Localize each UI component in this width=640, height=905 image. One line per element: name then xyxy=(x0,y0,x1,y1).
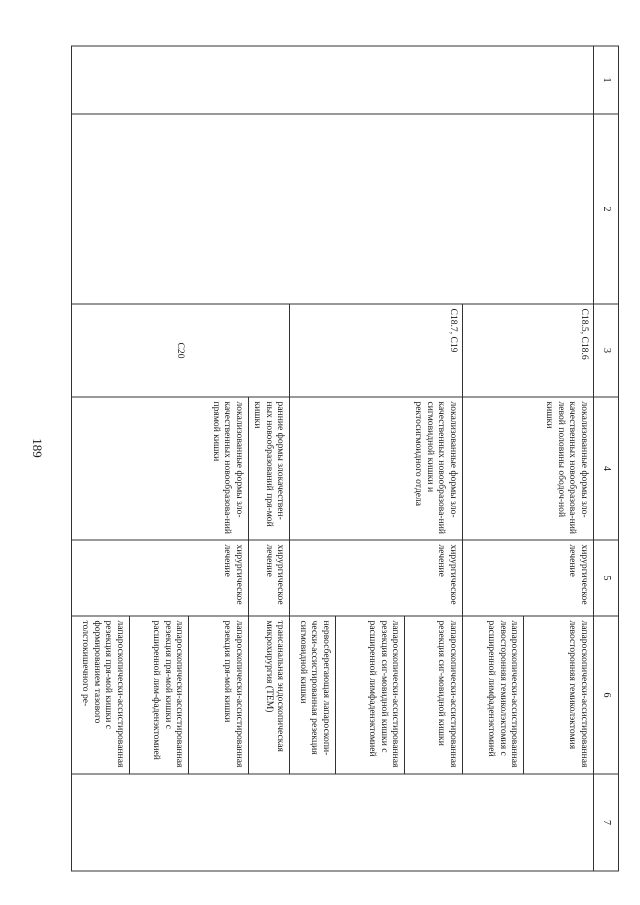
treatment-table xyxy=(71,46,619,872)
diagnosis-code-cell: C18.7, C19 xyxy=(290,304,462,397)
method-cell: лапароскопически-ассистированная левосторонняя гемиколэктомия с расширенной лимфаденэктомией xyxy=(462,616,524,774)
column-header: 4 xyxy=(594,397,619,540)
method-cell: трансанальная эндоскопическая микрохирургия (ТЕМ) xyxy=(248,616,290,774)
method-cell: нервосберегающая лапароскопи-чески-ассистированная резекция сигмовидной кишки xyxy=(290,616,335,774)
column-header: 3 xyxy=(594,304,619,397)
document-sheet xyxy=(71,46,619,871)
condition-cell: локализованные формы зло-качественных новообразова-ний прямой кишки xyxy=(72,397,249,540)
column-header: 2 xyxy=(594,114,619,304)
column-1-cell xyxy=(72,46,594,114)
treatment-cell: хирургическое лечение xyxy=(462,540,593,616)
method-cell: лапароскопически-ассистированная резекция пря-мой кишки с расширенной лим-фаденэктомией xyxy=(129,616,189,774)
header-row xyxy=(594,46,619,871)
column-2-cell xyxy=(72,114,594,304)
treatment-cell: хирургическое лечение xyxy=(72,540,249,616)
method-cell: лапароскопически-ассистированная резекция пря-мой кишки xyxy=(189,616,249,774)
column-header: 7 xyxy=(594,774,619,871)
method-cell: лапароскопически-ассистированная левосторонняя гемиколэктомия xyxy=(524,616,594,774)
diagnosis-code-cell: C20 xyxy=(72,304,290,397)
method-cell: лапароскопически-ассистированная резекция сиг-мовидной кишки с расширенной лимфаденэктомией xyxy=(335,616,405,774)
condition-cell: локализованные формы зло-качественных новообразова-ний сигмовидной кишки и ректосигмоидного отдела xyxy=(290,397,462,540)
condition-cell: локализованные формы зло-качественных новообразова-ний левой половины ободоч-ной кишки xyxy=(462,397,593,540)
column-7-cell xyxy=(72,774,594,871)
table-row xyxy=(524,46,594,871)
column-header: 1 xyxy=(594,46,619,114)
column-header: 5 xyxy=(594,540,619,616)
treatment-cell: хирургическое лечение xyxy=(248,540,290,616)
treatment-cell: хирургическое лечение xyxy=(290,540,462,616)
page-number: 189 xyxy=(30,438,45,458)
method-cell: лапароскопически-ассистированная резекция сиг-мовидной кишки xyxy=(405,616,462,774)
condition-cell: ранние формы злокачествен-ных новообразований пря-мой кишки xyxy=(248,397,290,540)
diagnosis-code-cell: C18.5, C18.6 xyxy=(462,304,593,397)
column-header: 6 xyxy=(594,616,619,774)
method-cell: лапароскопически-ассистированная резекция пря-мой кишки с формированием тазового толстокишечного ре- xyxy=(72,616,130,774)
